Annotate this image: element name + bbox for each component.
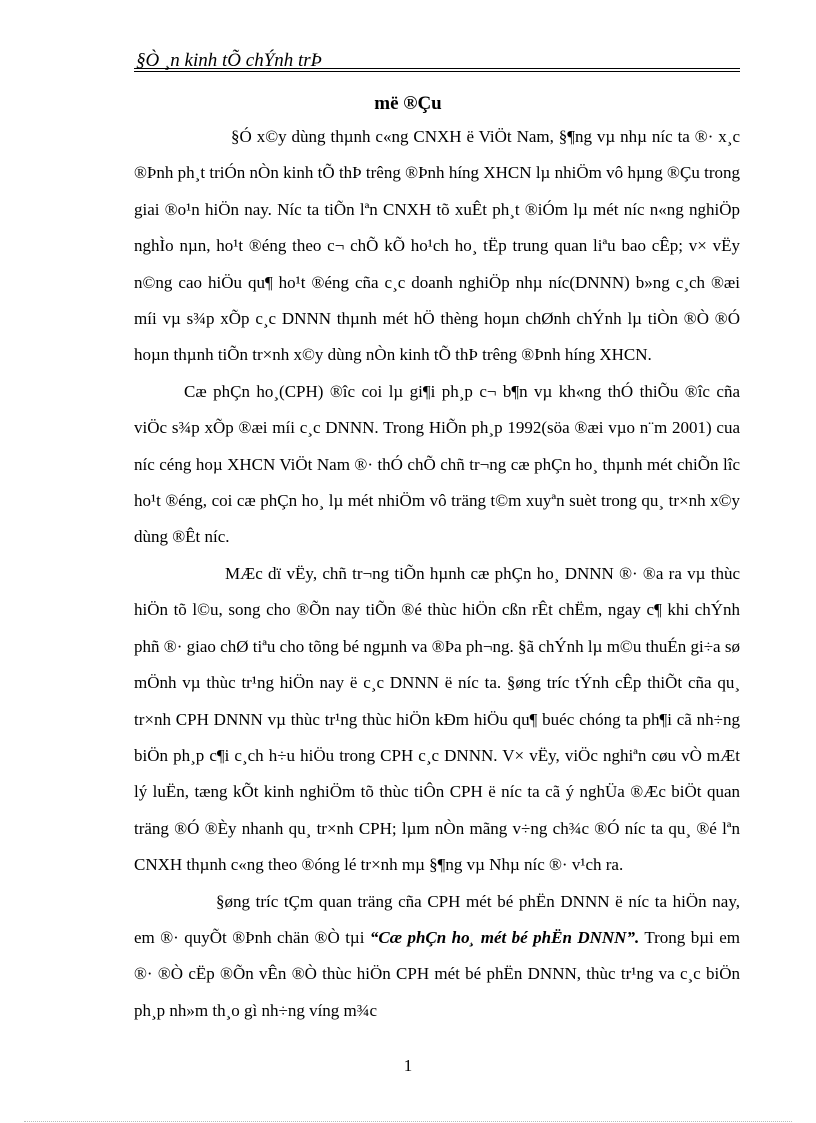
paragraph-1: §Ó x©y dùng thµnh c«ng CNXH ë ViÖt Nam, §¶ng vµ nhµ níc ta ®· x¸c ®Þnh ph¸t triÓn nÒn kinh tÕ thÞ trêng ®Þnh híng XHCN lµ nhiÖm vô hµng ®Çu trong giai ®o¹n hiÖn nay. Níc ta tiÕn lªn CNXH tõ xuÊt ph¸t ®iÓm lµ mét níc n«ng nghiÖp nghÌo nµn, ho¹t ®éng theo c¬ chÕ kÕ ho¹ch ho¸ tËp trung quan liªu bao cÊp; v× vËy n©ng cao hiÖu qu¶ ho¹t ®éng cña c¸c doanh nghiÖp nhµ níc(DNNN) b»ng c¸ch ®æi míi vµ s¾p xÕp c¸c DNNN thµnh mét hÖ thèng hoµn chØnh chÝnh lµ tiÒn ®Ò ®Ó hoµn thµnh tiÕn tr×nh x©y dùng nÒn kinh tÕ thÞ trêng ®Þnh híng XHCN.: [134, 127, 740, 365]
page-number: 1: [403, 1056, 413, 1075]
document-body: [134, 119, 740, 1029]
topic-title: “Cæ phÇn ho¸ mét bé phËn DNNN”.: [369, 927, 640, 947]
paragraph-4: [134, 884, 740, 1030]
paragraph-2: Cæ phÇn ho¸(CPH) ®îc coi lµ gi¶i ph¸p c¬ b¶n vµ kh«ng thÓ thiÕu ®îc cña viÖc s¾p xÕp ®æi míi c¸c DNNN. Trong HiÕn ph¸p 1992(söa ®æi vµo n¨m 2001) cua níc céng hoµ XHCN ViÖt Nam ®· thÓ chÕ chñ tr¬ng cæ phÇn ho¸ thµnh mét chiÕn lîc ho¹t ®éng, coi cæ phÇn ho¸ lµ mét nhiÖm vô träng t©m xuyªn suèt trong qu¸ tr×nh x©y dùng ®Êt níc.: [134, 381, 740, 547]
paragraph-4-lead: §øng tríc tÇm quan träng cña CPH mét bé phËn DNNN ë níc ta hiÖn nay, em ®· quyÕt ®Þnh chän ®Ò tµi: [134, 891, 740, 947]
page-break-line: [24, 1121, 792, 1122]
paragraph-4-tail: Trong bµi em ®· ®Ò cËp ®Õn vÊn ®Ò thùc hiÖn CPH mét bé phËn DNNN, thùc tr¹ng va c¸c biÖn ph¸p nh»m th¸o gì nh÷ng víng m¾c: [134, 927, 740, 1020]
section-title: më ®Çu: [374, 93, 442, 114]
running-header: §Ò ¸n kinh tÕ chÝnh trÞ: [136, 50, 323, 71]
paragraph-3: MÆc dï vËy, chñ tr¬ng tiÕn hµnh cæ phÇn ho¸ DNNN ®· ®a ra vµ thùc hiÖn tõ l©u, song cho ®Õn nay tiÕn ®é thùc hiÖn cßn rÊt chËm, ngay c¶ khi chÝnh phñ ®· giao chØ tiªu cho tõng bé ngµnh va ®Þa ph¬ng. §ã chÝnh lµ m©u thuÉn gi÷a sø mÖnh vµ thùc tr¹ng hiÖn nay ë c¸c DNNN ë níc ta. §øng tríc tÝnh cÊp thiÕt cña qu¸ tr×nh CPH DNNN vµ thùc tr¹ng thùc hiÖn kÐm hiÖu qu¶ buéc chóng ta ph¶i cã nh÷ng biÖn ph¸p c¶i c¸ch h÷u hiÖu trong CPH c¸c DNNN. V× vËy, viÖc nghiªn cøu vÒ mÆt lý luËn, tæng kÕt kinh nghiÖm tõ thùc tiÔn CPH ë níc ta cã ý nghÜa ®Æc biÖt quan träng ®Ó ®Èy nhanh qu¸ tr×nh CPH; lµm nÒn mãng v÷ng ch¾c ®Ó níc ta qu¸ ®é lªn CNXH thµnh c«ng theo ®óng lé tr×nh mµ §¶ng vµ Nhµ níc ®· v¹ch ra.: [134, 563, 740, 875]
header-rule-top: [134, 68, 740, 69]
header-rule-bottom: [134, 71, 740, 72]
